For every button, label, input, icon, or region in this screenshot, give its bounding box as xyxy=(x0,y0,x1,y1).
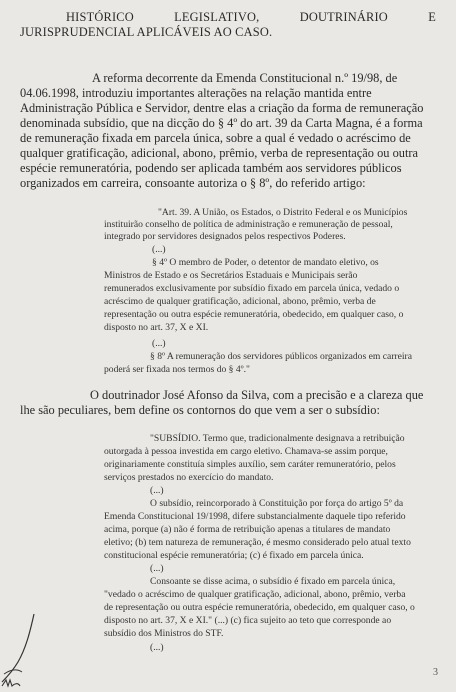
quote-line: "SUBSÍDIO. Termo que, tradicionalmente designava a retribuição xyxy=(150,433,405,444)
quote-line: (...) xyxy=(152,244,166,255)
quote-line: disposto no art. 37, X e XI." (...) (c) fica sujeito ao teto que corresponde ao xyxy=(104,615,392,626)
quote-line: remunerados exclusivamente por subsídio fixado em parcela única, vedado o xyxy=(104,283,400,294)
quote-line: (...) xyxy=(150,485,164,496)
signature-mark xyxy=(0,612,60,692)
quote-line: de representação ou outra espécie remuneratória, obedecido, em qualquer caso, o xyxy=(104,602,415,613)
quote-line: "Art. 39. A União, os Estados, o Distrito Federal e os Municípios xyxy=(158,207,408,218)
text-line: de remuneração fixada em parcela única, sobre a qual é vedado o acréscimo de xyxy=(20,131,411,145)
heading-word: LEGISLATIVO, xyxy=(174,10,260,24)
quote-line: O subsídio, reincorporado à Constituição por força do artigo 5º da xyxy=(150,498,404,509)
text-line: O doutrinador José Afonso da Silva, com a precisão e a clareza que xyxy=(90,388,424,402)
quote-line: § 8º A remuneração dos servidores públicos organizados em carreira xyxy=(150,351,413,362)
quote-line: "vedado o acréscimo de qualquer gratificação, adicional, abono, prêmio, verba xyxy=(104,589,406,600)
section-heading-line2: JURISPRUDENCIAL APLICÁVEIS AO CASO. xyxy=(20,25,273,39)
text-line: denominada subsídio, que na dicção do § 4º do art. 39 da Carta Magna, é a forma xyxy=(20,116,423,130)
quote-line: constitucional espécie remuneratória; (c) é fixado em parcela única. xyxy=(104,550,364,561)
text-line: 04.06.1998, introduziu importantes alterações na relação mantida entre xyxy=(20,86,372,100)
quote-line: Emenda Constitucional 19/1998, difere substancialmente daquele tipo referido xyxy=(104,511,406,522)
quote-line: acima, porque (a) não é forma de retribuição apenas a titulares de mandato xyxy=(104,524,391,535)
quote-line: representação ou outra espécie remuneratória, obedecido, em qualquer caso, o xyxy=(104,309,404,320)
text-line: qualquer gratificação, adicional, abono, prêmio, verba de representação ou outra xyxy=(20,146,419,160)
heading-word: HISTÓRICO xyxy=(66,10,134,24)
quote-line: (...) xyxy=(152,338,166,349)
quote-line: (...) xyxy=(150,563,164,574)
quote-line: originariamente constituía simples auxílio, sem caráter remuneratório, pelos xyxy=(104,459,396,470)
heading-word: E xyxy=(428,10,436,24)
quote-line: (...) xyxy=(150,642,164,653)
text-line: A reforma decorrente da Emenda Constitucional n.º 19/98, de xyxy=(92,71,398,85)
quote-line: serviços prestados no exercício do mandato. xyxy=(104,472,274,483)
quote-line: disposto no art. 37, X e XI. xyxy=(104,322,209,333)
quote-line: outorgada à pessoa investida em cargo eletivo. Chamava-se assim porque, xyxy=(104,446,388,457)
text-line: lhe são peculiares, bem define os contornos do que vem a ser o subsídio: xyxy=(20,403,380,417)
quote-line: Consoante se disse acima, o subsídio é fixado em parcela única, xyxy=(150,576,396,587)
quote-line: instituirão conselho de política de administração e remuneração de pessoal, xyxy=(104,219,393,230)
quote-line: § 4º O membro de Poder, o detentor de mandato eletivo, os xyxy=(152,257,379,268)
quote-line: integrado por servidores designados pelos respectivos Poderes. xyxy=(104,231,346,242)
quote-line: Ministros de Estado e os Secretários Estaduais e Municipais serão xyxy=(104,270,358,281)
quote-line: eletivo; (b) tem natureza de remuneração, é mesmo considerado pelo atual texto xyxy=(104,537,411,548)
quote-line: poderá ser fixada nos termos do § 4º." xyxy=(104,364,250,375)
text-line: espécie remuneratória, podendo ser aplicada também aos servidores públicos xyxy=(20,161,402,175)
heading-word: DOUTRINÁRIO xyxy=(299,10,388,24)
quote-line: acréscimo de qualquer gratificação, adicional, abono, prêmio, verba de xyxy=(104,296,376,307)
section-heading-line1 xyxy=(66,10,436,25)
text-line: organizados em carreira, consoante autoriza o § 8º, do referido artigo: xyxy=(20,176,366,190)
page-number: 3 xyxy=(433,667,438,678)
quote-line: subsídio dos Ministros do STF. xyxy=(104,628,224,639)
text-line: Administração Pública e Servidor, dentre elas a criação da forma de remuneração xyxy=(20,101,424,115)
